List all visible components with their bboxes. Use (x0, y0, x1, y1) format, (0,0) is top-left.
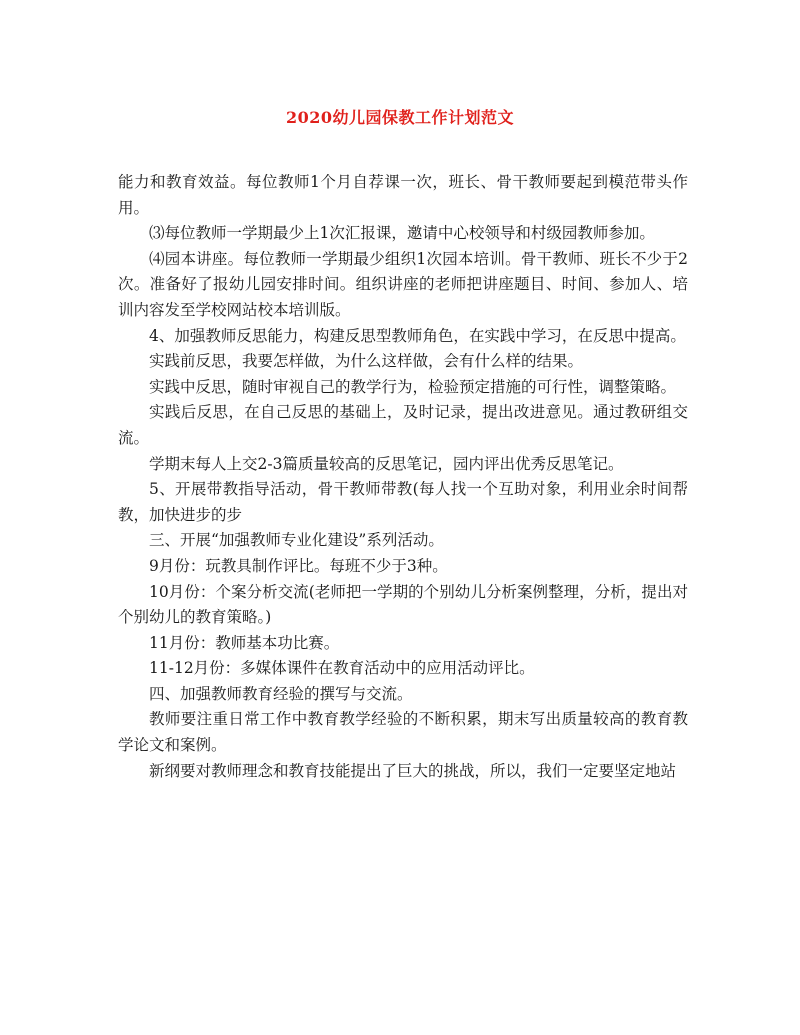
body-paragraph: 11月份：教师基本功比赛。 (149, 633, 340, 652)
document-body (118, 170, 688, 784)
body-paragraph: 四、加强教师教育经验的撰写与交流。 (149, 684, 413, 703)
body-paragraph: ⑶每位教师一学期最少上1次汇报课，邀请中心校领导和村级园教师参加。 (149, 224, 655, 243)
body-paragraph: 10月份：个案分析交流(老师把一学期的个别幼儿分析案例整理，分析，提出对个别幼儿的教育策略。) (118, 582, 688, 627)
body-paragraph: 三、开展“加强教师专业化建设”系列活动。 (149, 531, 444, 550)
body-paragraph: 新纲要对教师理念和教育技能提出了巨大的挑战，所以，我们一定要坚定地站 (149, 761, 677, 780)
body-paragraph: 11-12月份：多媒体课件在教育活动中的应用活动评比。 (149, 659, 535, 678)
body-paragraph: 5、开展带教指导活动，骨干教师带教(每人找一个互助对象，利用业余时间帮教，加快进步的步 (118, 480, 688, 524)
body-paragraph: 学期末每人上交2-3篇质量较高的反思笔记，园内评出优秀反思笔记。 (149, 454, 624, 473)
body-paragraph: 实践中反思，随时审视自己的教学行为，检验预定措施的可行性，调整策略。 (149, 377, 677, 396)
body-paragraph: 实践前反思，我要怎样做，为什么这样做，会有什么样的结果。 (149, 352, 584, 371)
body-paragraph: 能力和教育效益。每位教师1个月自荐课一次，班长、骨干教师要起到模范带头作用。 (118, 173, 688, 217)
body-paragraph: 教师要注重日常工作中教育教学经验的不断积累，期末写出质量较高的教育教学论文和案例。 (118, 710, 688, 755)
body-paragraph: 4、加强教师反思能力，构建反思型教师角色，在实践中学习，在反思中提高。 (149, 326, 686, 345)
body-paragraph: 实践后反思，在自己反思的基础上，及时记录，提出改进意见。通过教研组交流。 (118, 403, 688, 447)
body-paragraph: ⑷园本讲座。每位教师一学期最少组织1次园本培训。骨干教师、班长不少于2次。准备好了报幼儿园安排时间。组织讲座的老师把讲座题目、时间、参加人、培训内容发至学校网站校本培训版。 (118, 249, 688, 319)
document-title: 2020幼儿园保教工作计划范文 (285, 108, 515, 127)
body-paragraph: 9月份：玩教具制作评比。每班不少于3种。 (149, 556, 448, 575)
